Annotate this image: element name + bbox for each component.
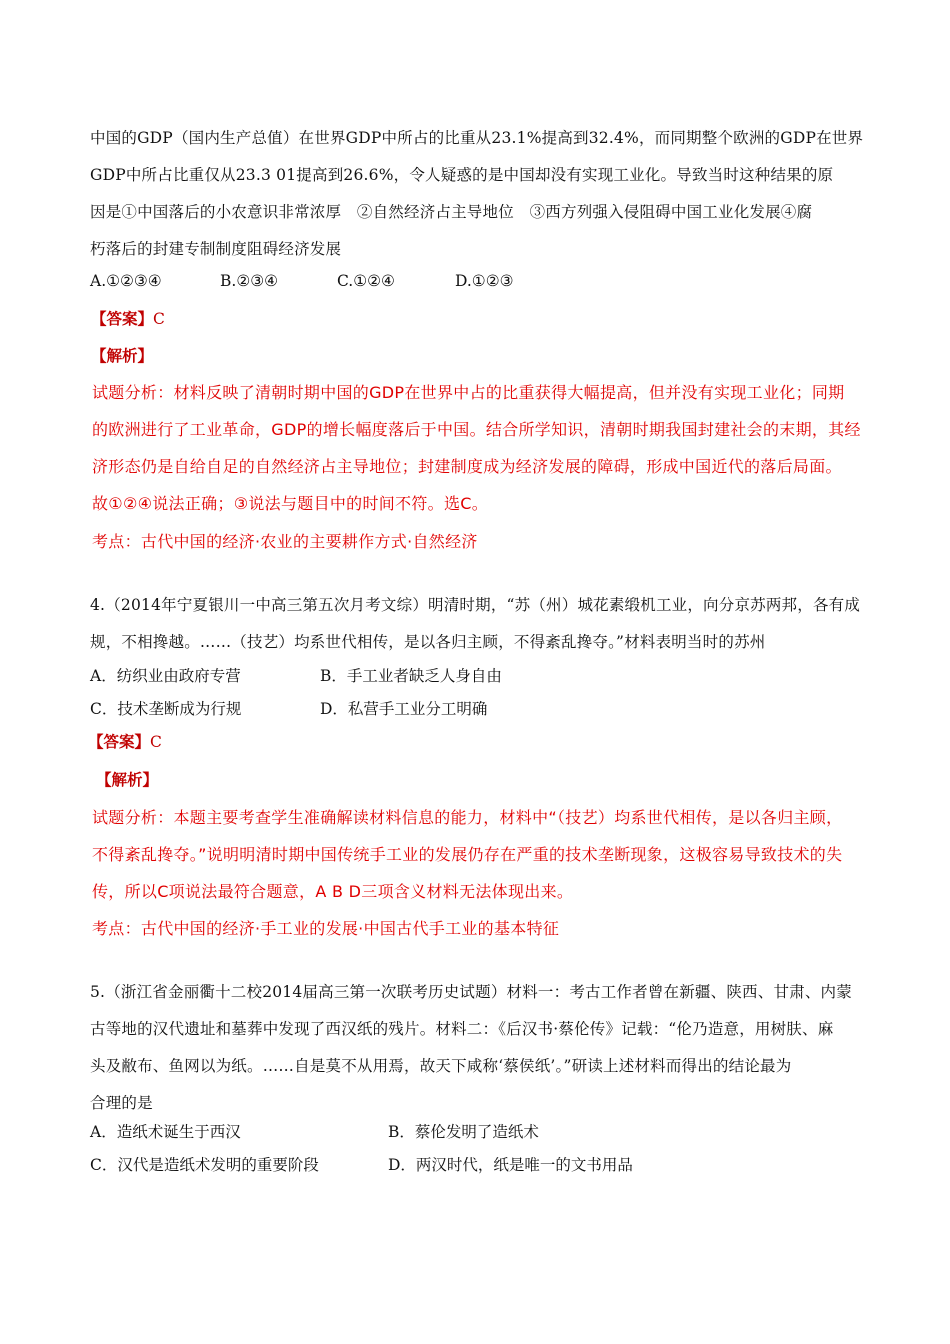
q3-analysis-label: 【解析】	[91, 346, 154, 365]
q3-option-b: B.②③④	[220, 272, 279, 290]
q3-stem-line-3: 因是①中国落后的小农意识非常浓厚 ②自然经济占主导地位 ③西方列强入侵阻碍中国工业化发展④腐	[90, 203, 813, 221]
q3-analysis-line-2: 的欧洲进行了工业革命，GDP的增长幅度落后于中国。结合所学知识，清朝时期我国封建社会的末期，其经	[92, 420, 861, 439]
q5-option-c: C．汉代是造纸术发明的重要阶段	[90, 1156, 319, 1174]
q3-option-a: A.①②③④	[90, 272, 162, 290]
q4-key-point: 考点：古代中国的经济·手工业的发展·中国古代手工业的基本特征	[92, 919, 560, 938]
q4-option-c: C．技术垄断成为行规	[90, 700, 242, 718]
q3-stem-line-1: 中国的GDP（国内生产总值）在世界GDP中所占的比重从23.1%提高到32.4%，而同期整个欧洲的GDP在世界	[90, 129, 864, 147]
q5-stem-line-1: 5.（浙江省金丽衢十二校2014届高三第一次联考历史试题）材料一：考古工作者曾在新疆、陕西、甘肃、内蒙	[90, 983, 852, 1001]
q5-option-d: D．两汉时代，纸是唯一的文书用品	[388, 1156, 633, 1174]
q3-analysis-line-4: 故①②④说法正确；③说法与题目中的时间不符。选C。	[92, 494, 489, 513]
q4-answer-value: C	[150, 733, 162, 751]
q3-option-c: C.①②④	[337, 272, 395, 290]
q4-analysis-line-1: 试题分析：本题主要考查学生准确解读材料信息的能力，材料中“（技艺）均系世代相传，是以各归主顾，	[92, 808, 843, 827]
q3-answer-value: C	[153, 310, 165, 328]
q3-analysis-line-3: 济形态仍是自给自足的自然经济占主导地位；封建制度成为经济发展的障碍，形成中国近代的落后局面。	[92, 457, 842, 476]
q3-stem-line-2: GDP中所占比重仅从23.3 01提高到26.6%，令人疑惑的是中国却没有实现工业化。导致当时这种结果的原	[90, 166, 834, 184]
q3-answer-label: 【答案】	[91, 309, 154, 328]
q4-analysis-line-2: 不得紊乱搀夺。”说明明清时期中国传统手工业的发展仍存在严重的技术垄断现象，这极容易导致技术的失	[92, 845, 843, 864]
q5-stem-line-4: 合理的是	[90, 1094, 153, 1112]
q3-option-d: D.①②③	[455, 272, 514, 290]
q4-option-b: B．手工业者缺乏人身自由	[320, 667, 502, 685]
q3-answer	[91, 307, 165, 329]
q5-option-a: A．造纸术诞生于西汉	[90, 1123, 241, 1141]
q4-option-d: D．私营手工业分工明确	[320, 700, 488, 718]
q3-stem-line-4: 朽落后的封建专制制度阻碍经济发展	[90, 240, 342, 258]
q4-option-a: A．纺织业由政府专营	[90, 667, 241, 685]
q4-analysis-label: 【解析】	[96, 770, 159, 789]
q4-answer	[88, 730, 162, 752]
q3-analysis-line-1: 试题分析：材料反映了清朝时期中国的GDP在世界中占的比重获得大幅提高，但并没有实现工业化；同期	[92, 383, 845, 402]
q4-answer-label: 【答案】	[88, 732, 151, 751]
q5-stem-line-2: 古等地的汉代遗址和墓葬中发现了西汉纸的残片。材料二：《后汉书·蔡伦传》记载：“伦乃造意，用树肤、麻	[90, 1020, 834, 1038]
q5-stem-line-3: 头及敝布、鱼网以为纸。……自是莫不从用焉，故天下咸称‘蔡侯纸’。”研读上述材料而得出的结论最为	[90, 1057, 792, 1075]
q5-option-b: B．蔡伦发明了造纸术	[388, 1123, 539, 1141]
q3-key-point: 考点：古代中国的经济·农业的主要耕作方式·自然经济	[92, 532, 478, 551]
q4-stem-line-2: 规，不相搀越。……（技艺）均系世代相传，是以各归主顾，不得紊乱搀夺。”材料表明当时的苏州	[90, 633, 766, 651]
q4-analysis-line-3: 传，所以C项说法最符合题意，A B D三项含义材料无法体现出来。	[92, 882, 574, 901]
q4-stem-line-1: 4.（2014年宁夏银川一中高三第五次月考文综）明清时期，“苏（州）城花素缎机工业，向分京苏两邦，各有成	[90, 596, 861, 614]
